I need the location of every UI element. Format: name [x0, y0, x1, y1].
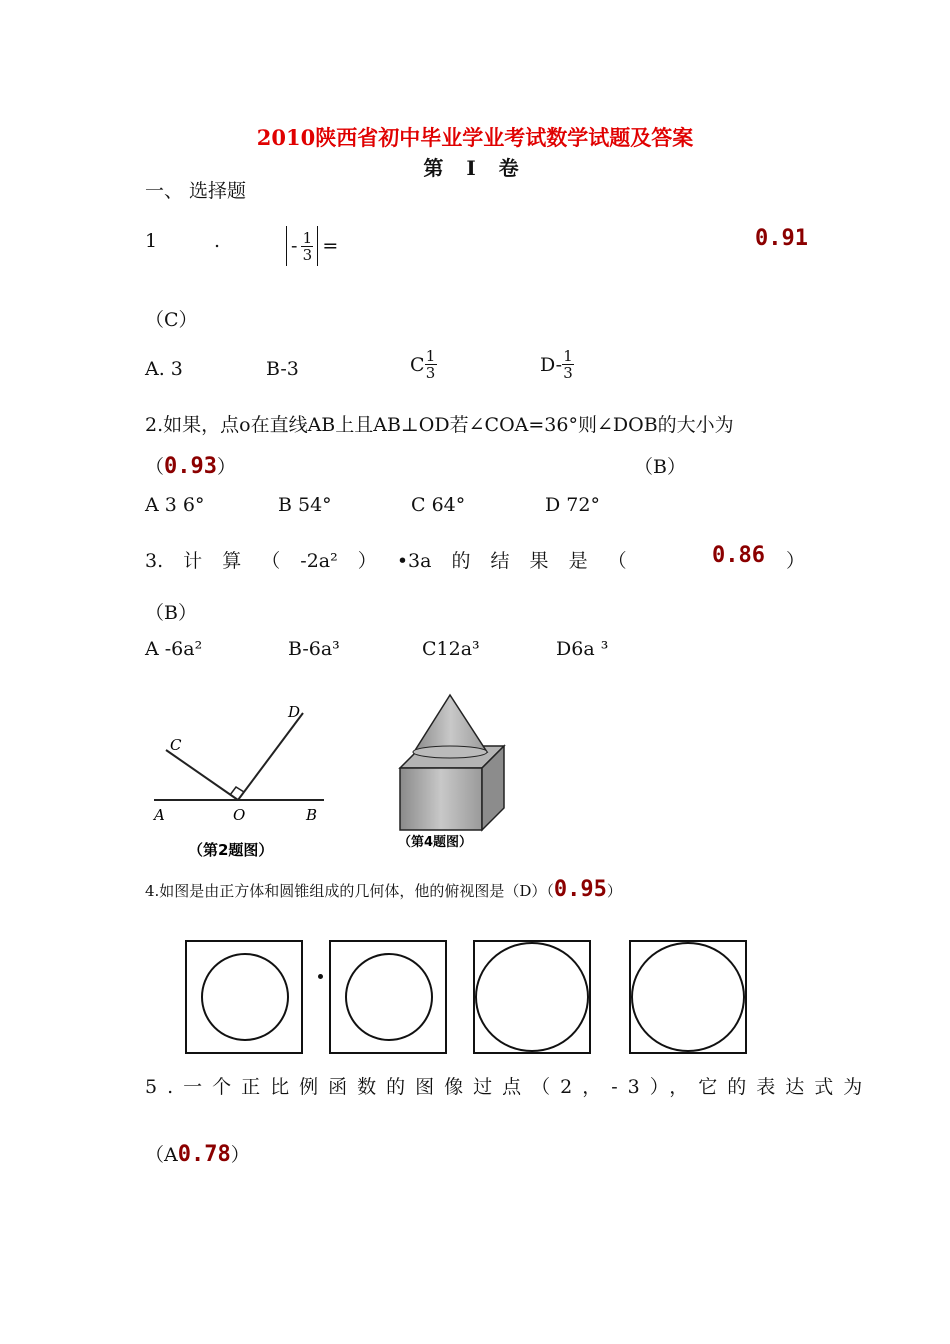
- q1-option-c-prefix: C: [410, 353, 425, 376]
- abs-bar-right: [317, 226, 318, 266]
- q1-option-c-num: 1: [425, 347, 436, 365]
- q2-score-open: （: [145, 456, 165, 478]
- figure-q4: [392, 690, 522, 855]
- q4-option-d-circle: [631, 942, 745, 1052]
- q2-answer: （B）: [634, 456, 686, 478]
- q2-score-close: ）: [217, 456, 237, 478]
- fig2-label-d: D: [288, 703, 301, 721]
- q4-option-b-circle: [345, 953, 433, 1041]
- q2-score: 0.93: [164, 454, 217, 479]
- q1-option-d-frac: [562, 348, 574, 381]
- q4-option-c-circle: [475, 942, 589, 1052]
- q1-fraction: [301, 230, 313, 263]
- q4-score: 0.95: [553, 877, 607, 902]
- q1-dot: .: [214, 230, 221, 252]
- q1-frac-den: 3: [302, 245, 313, 264]
- figure-q2: [148, 695, 333, 870]
- q1-expression: [286, 226, 338, 266]
- q5-answer-prefix: （A: [145, 1144, 178, 1166]
- fig2-label-b: B: [306, 806, 318, 824]
- q1-number: 1: [145, 230, 158, 252]
- figure-q4-drawing: [392, 690, 522, 855]
- q4-text: 4.如图是由正方体和圆锥组成的几何体，他的俯视图是（D）（: [145, 882, 554, 900]
- q3-option-a: A -6a²: [145, 638, 203, 660]
- q2-option-d: D 72°: [545, 494, 600, 516]
- q3-text: 3. 计 算 （ -2a² ） •3a 的 结 果 是 （: [145, 550, 627, 572]
- q1-frac-num: 1: [302, 228, 313, 247]
- figure-q2-drawing: [148, 695, 333, 870]
- q2-option-a: A 3 6°: [145, 494, 205, 516]
- q2-score-line: [145, 452, 236, 479]
- q3-option-c: C12a³: [422, 638, 480, 660]
- q1-option-d-den: 3: [563, 364, 573, 382]
- fig2-label-a: A: [154, 806, 165, 824]
- q3-score: 0.86: [712, 543, 765, 568]
- q1-option-d-num: 1: [563, 347, 573, 365]
- q4-close: ）: [606, 882, 622, 900]
- q1-option-c-den: 3: [425, 364, 436, 382]
- q3-answer: （B）: [145, 602, 197, 624]
- q5-score: 0.78: [177, 1142, 231, 1167]
- q2-text: 2.如果，点o在直线AB上且AB⊥OD若∠COA=36°则∠DOB的大小为: [145, 414, 734, 436]
- q5-answer-suffix: ）: [230, 1144, 250, 1166]
- q2-option-c: C 64°: [411, 494, 466, 516]
- section-heading: 一、 选择题: [145, 180, 247, 202]
- q1-score: 0.91: [755, 226, 808, 251]
- q5-answer-line: [145, 1140, 250, 1167]
- q5-text: 5.一个正比例函数的图像过点（2，-3），它的表达式为: [145, 1076, 873, 1098]
- q1-option-b: B-3: [266, 358, 299, 380]
- q1-minus: -: [291, 235, 298, 257]
- document-subtitle: 第 I 卷: [423, 156, 527, 180]
- fig2-label-c: C: [170, 736, 182, 754]
- q1-answer: （C）: [145, 309, 198, 331]
- q3-close: ）: [786, 550, 806, 572]
- fig2-caption: （第2题图）: [188, 841, 274, 859]
- q1-option-d-prefix: D-: [540, 353, 563, 376]
- q1-option-c-frac: [425, 348, 437, 381]
- q4-dot-mark: [318, 974, 323, 979]
- abs-bar-left: [286, 226, 287, 266]
- document-title: 2010陕西省初中毕业学业考试数学试题及答案: [256, 125, 694, 150]
- q3-option-d: D6a ³: [556, 638, 609, 660]
- fig4-caption: （第4题图）: [398, 835, 473, 850]
- q4-line: [145, 877, 622, 902]
- q3-option-b: B-6a³: [288, 638, 340, 660]
- q1-option-a: A. 3: [145, 358, 183, 380]
- fig2-label-o: O: [233, 806, 246, 824]
- q1-option-d: [540, 348, 574, 381]
- q1-equals: =: [322, 235, 339, 257]
- q2-option-b: B 54°: [278, 494, 332, 516]
- q4-option-a-circle: [201, 953, 289, 1041]
- q1-option-c: [410, 348, 437, 381]
